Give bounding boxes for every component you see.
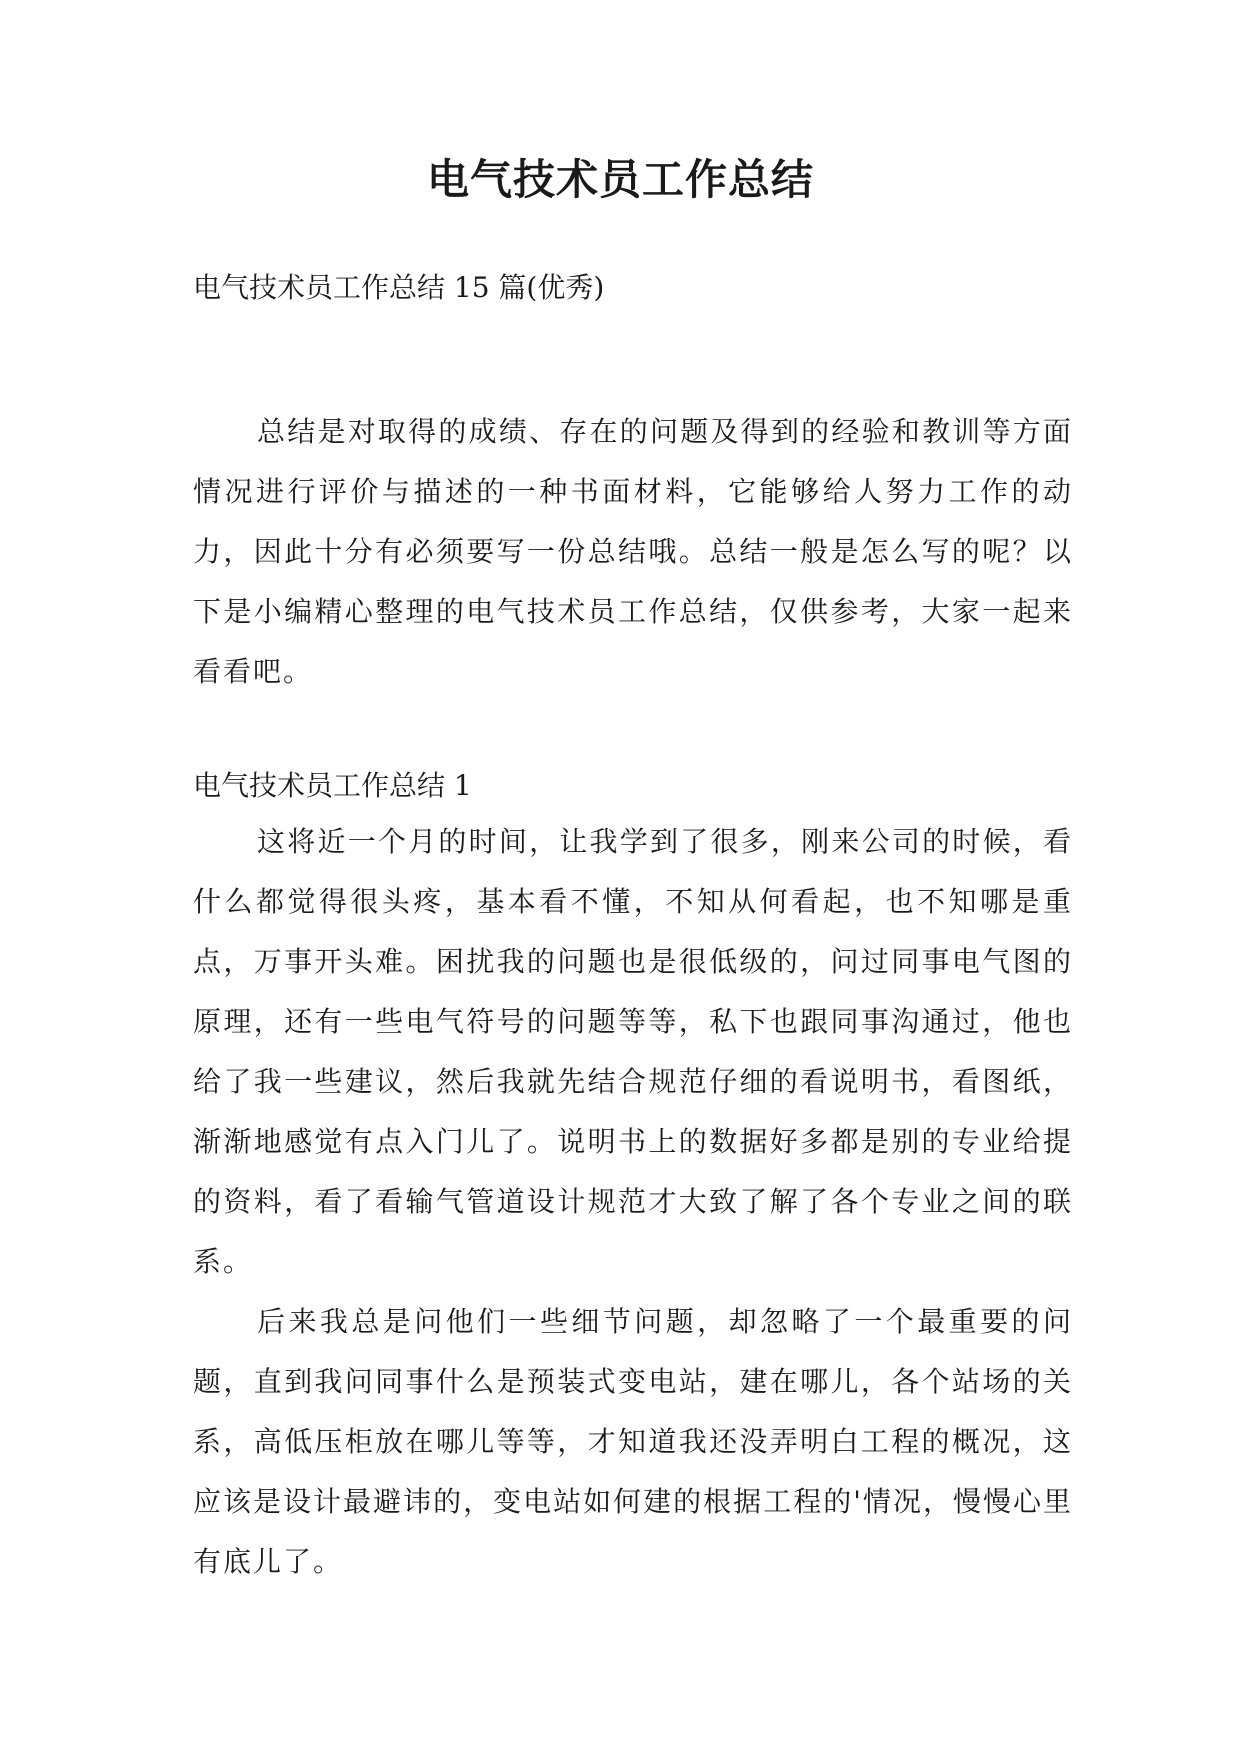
- section-heading: 电气技术员工作总结 1: [193, 769, 472, 802]
- section-paragraph: 这将近一个月的时间，让我学到了很多，刚来公司的时候，看什么都觉得很头疼，基本看不懂，不知从何看起，也不知哪是重点，万事开头难。困扰我的问题也是很低级的，问过同事电气图的原理，还有一些电气符号的问题等等，私下也跟同事沟通过，他也给了我一些建议，然后我就先结合规范仔细的看说明书，看图纸，渐渐地感觉有点入门儿了。说明书上的数据好多都是别的专业给提的资料，看了看输气管道设计规范才大致了解了各个专业之间的联系。: [193, 825, 1073, 1278]
- document-title: 电气技术员工作总结: [426, 155, 814, 204]
- document-subtitle: 电气技术员工作总结 15 篇(优秀): [193, 271, 605, 304]
- intro-paragraph: 总结是对取得的成绩、存在的问题及得到的经验和教训等方面情况进行评价与描述的一种书面材料，它能够给人努力工作的动力，因此十分有必须要写一份总结哦。总结一般是怎么写的呢？以下是小编精心整理的电气技术员工作总结，仅供参考，大家一起来看看吧。: [193, 415, 1073, 688]
- section-paragraph: 后来我总是问他们一些细节问题，却忽略了一个最重要的问题，直到我问同事什么是预装式变电站，建在哪儿，各个站场的关系，高低压柜放在哪儿等等，才知道我还没弄明白工程的概况，这应该是设计最避讳的，变电站如何建的根据工程的'情况，慢慢心里有底儿了。: [193, 1305, 1073, 1578]
